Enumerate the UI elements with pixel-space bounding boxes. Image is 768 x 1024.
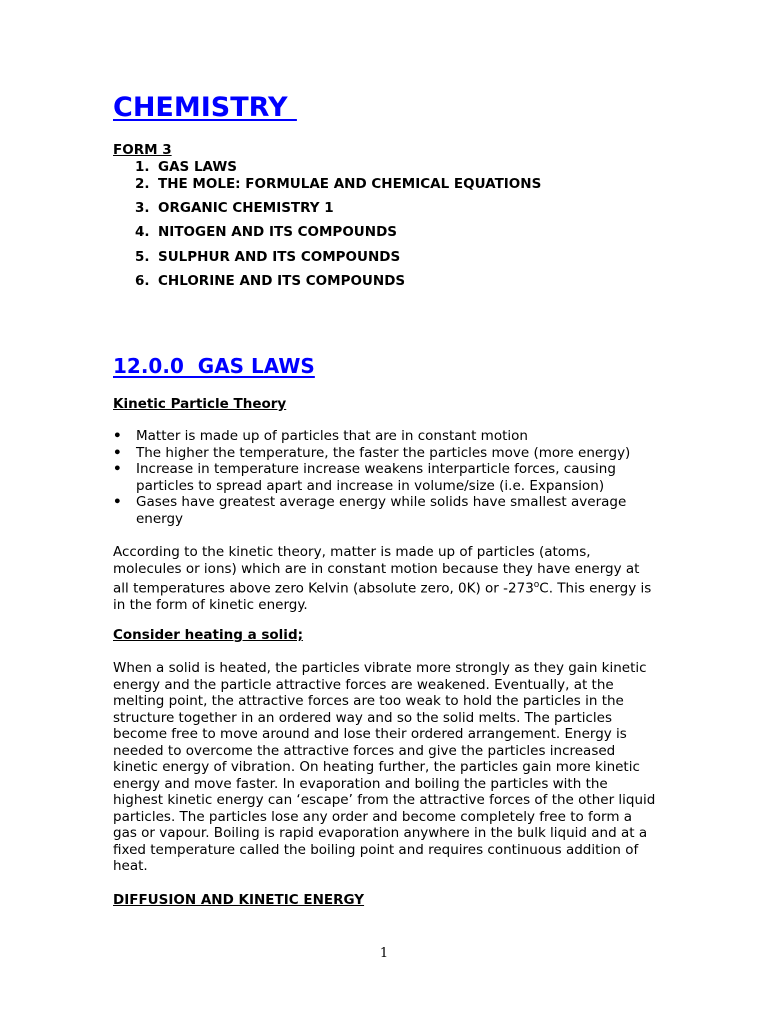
paragraph-text: According to the kinetic theory, matter is made up of particles (atoms, molecules or ions) which are in constant motion because they have energy at all temperatures above zero Kelvin (absolute zero, 0K) or -273 (113, 544, 640, 597)
toc-label: CHLORINE AND ITS COMPOUNDS (158, 273, 406, 289)
toc-number: 1. (135, 159, 150, 175)
toc-item (135, 273, 405, 289)
toc-item (135, 224, 397, 240)
form-label: FORM 3 (113, 142, 172, 158)
bullet-icon: • (113, 494, 122, 510)
bullet-text: Increase in temperature increase weakens interparticle forces, causing particles to spread apart and increase in volume/size (i.e. Expansion) (136, 461, 616, 494)
toc-label: SULPHUR AND ITS COMPOUNDS (158, 249, 401, 265)
toc-number: 6. (135, 273, 150, 289)
list-item (113, 461, 673, 494)
list-item (113, 494, 673, 527)
page-number: 1 (379, 946, 389, 961)
toc-item (135, 176, 541, 192)
toc-number: 4. (135, 224, 150, 240)
toc-number: 3. (135, 200, 150, 216)
bullet-icon: • (113, 461, 122, 477)
heating-solid-heading: Consider heating a solid; (113, 627, 304, 643)
bullet-text: The higher the temperature, the faster the particles move (more energy) (136, 444, 631, 461)
toc-label: ORGANIC CHEMISTRY 1 (158, 200, 334, 216)
toc-item (135, 200, 334, 216)
toc-item (135, 159, 237, 175)
diffusion-heading: DIFFUSION AND KINETIC ENERGY (113, 892, 365, 908)
bullet-icon: • (113, 444, 122, 461)
toc-label: THE MOLE: FORMULAE AND CHEMICAL EQUATIONS (158, 176, 542, 192)
kinetic-theory-heading: Kinetic Particle Theory (113, 396, 287, 412)
bullet-text: Gases have greatest average energy while solids have smallest average energy (136, 494, 627, 527)
bullet-icon: • (113, 428, 122, 444)
toc-number: 2. (135, 176, 150, 192)
list-item (113, 428, 673, 445)
degree-superscript: o (533, 580, 540, 590)
toc-label: GAS LAWS (158, 159, 238, 175)
list-item (113, 445, 673, 462)
bullet-text: Matter is made up of particles that are in constant motion (136, 428, 528, 444)
toc-item (135, 249, 400, 265)
bullet-list (113, 428, 673, 527)
kinetic-theory-paragraph (113, 544, 658, 614)
document-title: CHEMISTRY (113, 92, 297, 123)
section-title: 12.0.0 GAS LAWS (113, 354, 315, 378)
paragraph-text: C. This energy is in the form of kinetic energy. (113, 580, 652, 613)
toc-label: NITOGEN AND ITS COMPOUNDS (158, 224, 397, 240)
toc-number: 5. (135, 249, 150, 265)
heating-solid-paragraph: When a solid is heated, the particles vibrate more strongly as they gain kinetic energy and the particle attractive forces are weakened. Eventually, at the melting point, the attractive forces are too weak to hold the particles in the structure together in an ordered way and so the solid melts. The particles become free to move around and lose their ordered arrangement. Energy is needed to overcome the attractive forces and give the particles increased kinetic energy of vibration. On heating further, the particles gain more kinetic energy and move faster. In evaporation and boiling the particles with the highest kinetic energy can ‘escape’ from the attractive forces of the other liquid particles. The particles lose any order and become completely free to form a gas or vapour. Boiling is rapid evaporation anywhere in the bulk liquid and at a fixed temperature called the boiling point and requires continuous addition of heat. (113, 660, 656, 874)
